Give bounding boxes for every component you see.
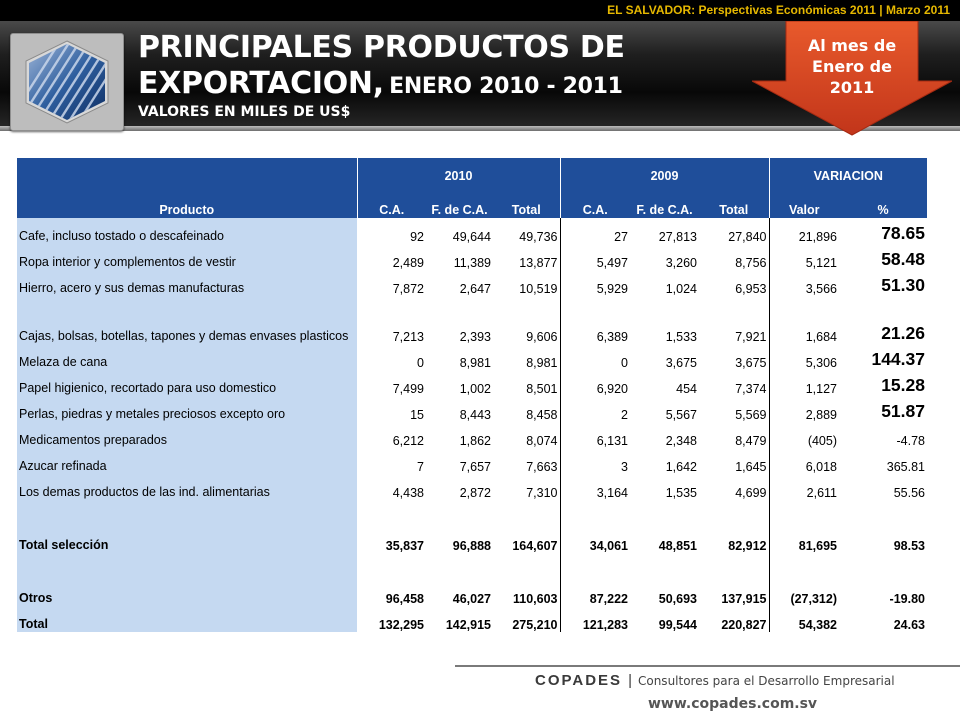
value-cell-ca09: 3,164 <box>596 486 628 500</box>
table-row <box>17 296 927 344</box>
hexagon-logo-icon <box>11 34 123 130</box>
table-total-row <box>17 606 927 632</box>
table-row <box>17 448 927 474</box>
value-cell-tot09: 7,921 <box>699 296 769 344</box>
value-cell-ca10: 96,458 <box>385 592 424 606</box>
brand-tagline: Consultores para el Desarrollo Empresarial <box>637 674 895 688</box>
pct-cell: 98.53 <box>893 539 925 553</box>
value-cell-fca10: 2,393 <box>459 330 491 344</box>
brand-separator: | <box>628 672 632 689</box>
value-cell-tot10: 8,981 <box>493 344 560 370</box>
value-cell-tot09: 5,569 <box>699 396 769 422</box>
value-cell-tot10: 8,501 <box>493 370 560 396</box>
header-producto: Producto <box>17 183 357 218</box>
table-row <box>17 270 927 296</box>
product-name-cell: Los demas productos de las ind. alimentarias <box>17 474 357 500</box>
value-cell-fca10: 46,027 <box>452 592 491 606</box>
pct-cell: 24.63 <box>893 618 925 632</box>
value-cell-fca10: 2,647 <box>459 282 491 296</box>
brand-name: COPADES <box>535 672 623 689</box>
value-cell-ca09: 34,061 <box>589 539 628 553</box>
header-ca-2009: C.A. <box>560 183 630 218</box>
title-exportacion: EXPORTACION, <box>138 66 384 101</box>
value-cell-ca10: 6,212 <box>392 434 424 448</box>
value-cell-tot09: 8,756 <box>699 244 769 270</box>
value-cell-tot10: 275,210 <box>493 606 560 632</box>
value-cell-tot10: 8,458 <box>493 396 560 422</box>
value-cell-fca10: 1,002 <box>459 382 491 396</box>
value-cell-ca09: 3 <box>621 460 628 474</box>
product-name-cell: Cajas, bolsas, botellas, tapones y demas envases plasticos <box>17 296 357 344</box>
table-total-row <box>17 500 927 553</box>
product-name-cell: Papel higienico, recortado para uso domestico <box>17 370 357 396</box>
product-name-cell: Otros <box>17 553 357 606</box>
product-name-cell: Ropa interior y complementos de vestir <box>17 244 357 270</box>
value-cell-valor: (27,312) <box>790 592 837 606</box>
value-cell-valor: 3,566 <box>805 282 837 296</box>
value-cell-fca09: 3,675 <box>665 356 697 370</box>
pct-cell: 365.81 <box>886 460 925 474</box>
value-cell-tot10: 110,603 <box>493 553 560 606</box>
value-cell-tot10: 9,606 <box>493 296 560 344</box>
value-cell-valor: 5,121 <box>805 256 837 270</box>
value-cell-fca10: 11,389 <box>453 256 491 270</box>
header-total-2010: Total <box>493 183 560 218</box>
pct-cell: 51.30 <box>881 275 925 295</box>
value-cell-fca09: 27,813 <box>658 230 697 244</box>
value-cell-fca09: 3,260 <box>665 256 697 270</box>
value-cell-ca10: 92 <box>410 230 424 244</box>
value-cell-tot09: 220,827 <box>699 606 769 632</box>
value-cell-ca10: 4,438 <box>392 486 424 500</box>
table-group-header-row <box>17 158 927 183</box>
callout-text <box>792 35 912 98</box>
logo <box>10 33 124 131</box>
value-cell-tot10: 7,663 <box>493 448 560 474</box>
header-2010: 2010 <box>357 158 560 183</box>
header-valor: Valor <box>769 183 839 218</box>
value-cell-valor: 2,889 <box>805 408 837 422</box>
value-cell-ca10: 7 <box>417 460 424 474</box>
value-cell-ca09: 27 <box>614 230 628 244</box>
value-cell-fca09: 5,567 <box>665 408 697 422</box>
product-name-cell: Total selección <box>17 500 357 553</box>
table-row <box>17 474 927 500</box>
table-row <box>17 344 927 370</box>
value-cell-fca09: 454 <box>676 382 697 396</box>
value-cell-fca09: 1,533 <box>665 330 697 344</box>
value-cell-ca09: 6,389 <box>596 330 628 344</box>
value-cell-tot10: 10,519 <box>493 270 560 296</box>
product-name-cell: Azucar refinada <box>17 448 357 474</box>
value-cell-fca10: 1,862 <box>459 434 491 448</box>
value-cell-valor: 54,382 <box>798 618 837 632</box>
value-cell-ca09: 121,283 <box>582 618 628 632</box>
value-cell-fca10: 142,915 <box>445 618 491 632</box>
value-cell-ca09: 6,131 <box>596 434 628 448</box>
value-cell-tot09: 27,840 <box>699 218 769 244</box>
value-cell-fca09: 50,693 <box>658 592 697 606</box>
header-pct: % <box>839 183 927 218</box>
value-cell-fca09: 1,535 <box>665 486 697 500</box>
value-cell-tot09: 8,479 <box>699 422 769 448</box>
value-cell-tot10: 164,607 <box>493 500 560 553</box>
value-cell-fca09: 2,348 <box>665 434 697 448</box>
value-cell-tot09: 6,953 <box>699 270 769 296</box>
value-cell-tot09: 7,374 <box>699 370 769 396</box>
value-cell-tot10: 8,074 <box>493 422 560 448</box>
value-cell-tot09: 1,645 <box>699 448 769 474</box>
value-cell-fca09: 1,024 <box>665 282 697 296</box>
value-cell-ca09: 87,222 <box>589 592 628 606</box>
value-cell-tot10: 49,736 <box>493 218 560 244</box>
value-cell-fca09: 48,851 <box>658 539 697 553</box>
product-name-cell: Medicamentos preparados <box>17 422 357 448</box>
value-cell-valor: 1,127 <box>805 382 837 396</box>
value-cell-ca09: 0 <box>621 356 628 370</box>
value-cell-ca10: 7,499 <box>392 382 424 396</box>
value-cell-tot09: 137,915 <box>699 553 769 606</box>
footer-divider <box>455 665 960 667</box>
value-cell-ca09: 6,920 <box>596 382 628 396</box>
value-cell-ca10: 0 <box>417 356 424 370</box>
date-callout <box>752 21 952 136</box>
exports-table <box>17 158 927 632</box>
footer-brand <box>535 672 895 690</box>
value-cell-fca09: 1,642 <box>665 460 697 474</box>
footer-url: www.copades.com.sv <box>648 696 818 712</box>
pct-cell: 78.65 <box>881 223 925 243</box>
pct-cell: 55.56 <box>893 486 925 500</box>
value-cell-ca09: 2 <box>621 408 628 422</box>
value-cell-ca10: 2,489 <box>392 256 424 270</box>
header-fca-2010: F. de C.A. <box>426 183 493 218</box>
product-name-cell: Total <box>17 606 357 632</box>
value-cell-valor: 21,896 <box>798 230 837 244</box>
value-cell-tot09: 82,912 <box>699 500 769 553</box>
product-name-cell: Hierro, acero y sus demas manufacturas <box>17 270 357 296</box>
pct-cell: 51.87 <box>881 401 925 421</box>
value-cell-fca10: 8,443 <box>459 408 491 422</box>
table-row <box>17 396 927 422</box>
value-cell-valor: 81,695 <box>798 539 837 553</box>
table-sub-header-row <box>17 183 927 218</box>
pct-cell: -4.78 <box>896 434 925 448</box>
header-ca-2010: C.A. <box>357 183 426 218</box>
value-cell-valor: 5,306 <box>805 356 837 370</box>
value-cell-valor: 1,684 <box>805 330 837 344</box>
page-subtitle: VALORES EN MILES DE US$ <box>138 104 351 120</box>
value-cell-tot09: 4,699 <box>699 474 769 500</box>
callout-line3: 2011 <box>829 78 875 97</box>
callout-line1: Al mes de <box>807 36 897 55</box>
value-cell-ca10: 132,295 <box>378 618 424 632</box>
pct-cell: 15.28 <box>881 375 925 395</box>
product-name-cell: Cafe, incluso tostado o descafeinado <box>17 218 357 244</box>
table-row <box>17 244 927 270</box>
product-name-cell: Melaza de cana <box>17 344 357 370</box>
table-row <box>17 422 927 448</box>
pct-cell: 58.48 <box>881 249 925 269</box>
title-period: ENERO 2010 - 2011 <box>389 74 623 99</box>
page-title: PRINCIPALES PRODUCTOS DE <box>138 30 625 65</box>
value-cell-ca10: 7,213 <box>392 330 424 344</box>
value-cell-tot10: 7,310 <box>493 474 560 500</box>
value-cell-ca10: 35,837 <box>385 539 424 553</box>
page-title-line2 <box>138 67 623 105</box>
value-cell-valor: 2,611 <box>806 486 837 500</box>
table-row <box>17 218 927 244</box>
table-row <box>17 370 927 396</box>
value-cell-fca10: 49,644 <box>452 230 491 244</box>
table-total-row <box>17 553 927 606</box>
callout-line2: Enero de <box>812 57 892 76</box>
value-cell-fca10: 7,657 <box>459 460 491 474</box>
header-fca-2009: F. de C.A. <box>630 183 699 218</box>
value-cell-ca09: 5,929 <box>596 282 628 296</box>
pct-cell: 21.26 <box>881 323 925 343</box>
value-cell-fca09: 99,544 <box>658 618 697 632</box>
product-name-cell: Perlas, piedras y metales preciosos excepto oro <box>17 396 357 422</box>
value-cell-ca09: 5,497 <box>596 256 628 270</box>
value-cell-ca10: 15 <box>410 408 424 422</box>
pct-cell: 144.37 <box>871 349 925 369</box>
value-cell-ca10: 7,872 <box>392 282 424 296</box>
header-total-2009: Total <box>699 183 769 218</box>
value-cell-fca10: 2,872 <box>459 486 491 500</box>
header-blank <box>17 158 357 183</box>
pct-cell: -19.80 <box>889 592 925 606</box>
value-cell-tot09: 3,675 <box>699 344 769 370</box>
value-cell-fca10: 8,981 <box>459 356 491 370</box>
value-cell-valor: (405) <box>807 434 837 448</box>
value-cell-fca10: 96,888 <box>452 539 491 553</box>
presentation-title: EL SALVADOR: Perspectivas Económicas 2011 | Marzo 2011 <box>607 3 950 17</box>
value-cell-tot10: 13,877 <box>493 244 560 270</box>
value-cell-valor: 6,018 <box>805 460 837 474</box>
header-variacion: VARIACION <box>769 158 927 183</box>
header-2009: 2009 <box>560 158 769 183</box>
top-bar <box>0 0 960 21</box>
